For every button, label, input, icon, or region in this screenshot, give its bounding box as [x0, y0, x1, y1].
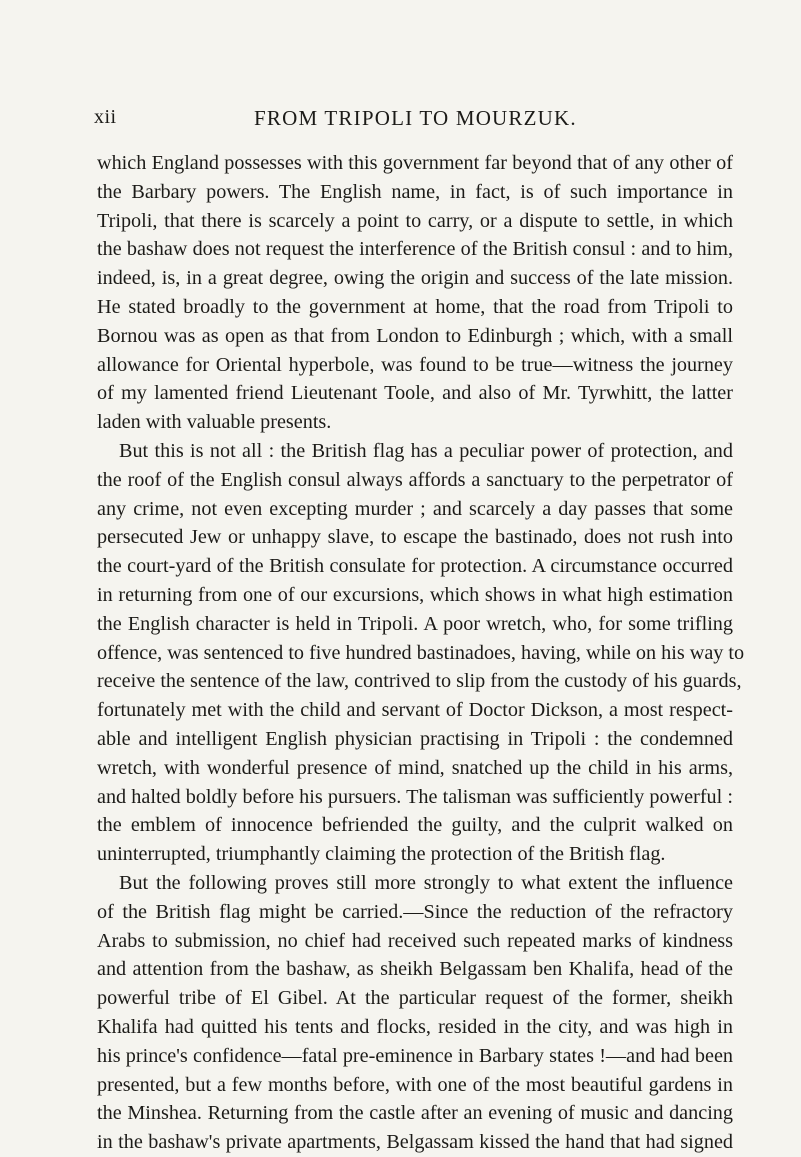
text-line: the Barbary powers. The English name, in fact, is of such importance in [97, 180, 733, 203]
text-line: the Minshea. Returning from the castle after an evening of music and dancing [97, 1102, 733, 1125]
text-line: allowance for Oriental hyperbole, was found to be true—witness the journey [97, 353, 733, 376]
text-line: indeed, is, in a great degree, owing the origin and success of the late mission. [97, 267, 733, 290]
page-header [94, 106, 734, 134]
text-line: presented, but a few months before, with one of the most beautiful gardens in [97, 1073, 733, 1096]
text-line: receive the sentence of the law, contrived to slip from the custody of his guards, [97, 670, 742, 693]
text-line: fortunately met with the child and servant of Doctor Dickson, a most respect- [97, 699, 733, 722]
text-line: laden with valuable presents. [97, 411, 332, 434]
text-line: offence, was sentenced to five hundred bastinadoes, having, while on his way to [97, 641, 745, 664]
text-line: his prince's confidence—fatal pre-eminence in Barbary states !—and had been [97, 1044, 733, 1067]
text-line: But this is not all : the British flag has a peculiar power of protection, and [119, 439, 733, 462]
text-line: of my lamented friend Lieutenant Toole, and also of Mr. Tyrwhitt, the latter [97, 382, 733, 405]
text-line: in the bashaw's private apartments, Belgassam kissed the hand that had signed [97, 1131, 733, 1154]
text-line: the roof of the English consul always affords a sanctuary to the perpetrator of [97, 468, 733, 491]
text-line: Khalifa had quitted his tents and flocks, resided in the city, and was high in [97, 1015, 733, 1038]
text-line: which England possesses with this government far beyond that of any other of [97, 152, 733, 174]
running-head: FROM TRIPOLI TO MOURZUK. [254, 106, 577, 130]
text-line: the court-yard of the British consulate for protection. A circumstance occurred [97, 555, 733, 578]
page-number: xii [94, 106, 117, 128]
text-line: uninterrupted, triumphantly claiming the protection of the British flag. [97, 843, 666, 866]
text-line: He stated broadly to the government at home, that the road from Tripoli to [97, 295, 733, 318]
text-line: But the following proves still more strongly to what extent the influence [119, 871, 733, 894]
text-line: the emblem of innocence befriended the guilty, and the culprit walked on [97, 814, 733, 837]
text-line: the bashaw does not request the interference of the British consul : and to him, [97, 238, 733, 261]
text-line: wretch, with wonderful presence of mind, snatched up the child in his arms, [97, 756, 733, 779]
text-line: Arabs to submission, no chief had received such repeated marks of kindness [97, 929, 733, 952]
text-line: powerful tribe of El Gibel. At the particular request of the former, sheikh [97, 987, 733, 1010]
body-text [97, 149, 745, 1157]
text-line: the English character is held in Tripoli. A poor wretch, who, for some trifling [97, 612, 733, 635]
text-line: Bornou was as open as that from London to Edinburgh ; which, with a small [97, 324, 733, 347]
text-line: in returning from one of our excursions, which shows in what high estimation [97, 583, 733, 606]
text-line: persecuted Jew or unhappy slave, to escape the bastinado, does not rush into [97, 526, 733, 549]
text-line: able and intelligent English physician practising in Tripoli : the condemned [97, 727, 733, 750]
text-line: any crime, not even excepting murder ; and scarcely a day passes that some [97, 497, 733, 520]
text-line: and attention from the bashaw, as sheikh Belgassam ben Khalifa, head of the [97, 958, 733, 981]
text-line: and halted boldly before his pursuers. The talisman was sufficiently powerful : [97, 785, 733, 808]
text-line: of the British flag might be carried.—Since the reduction of the refractory [97, 900, 733, 923]
text-line: Tripoli, that there is scarcely a point to carry, or a dispute to settle, in which [97, 209, 733, 232]
